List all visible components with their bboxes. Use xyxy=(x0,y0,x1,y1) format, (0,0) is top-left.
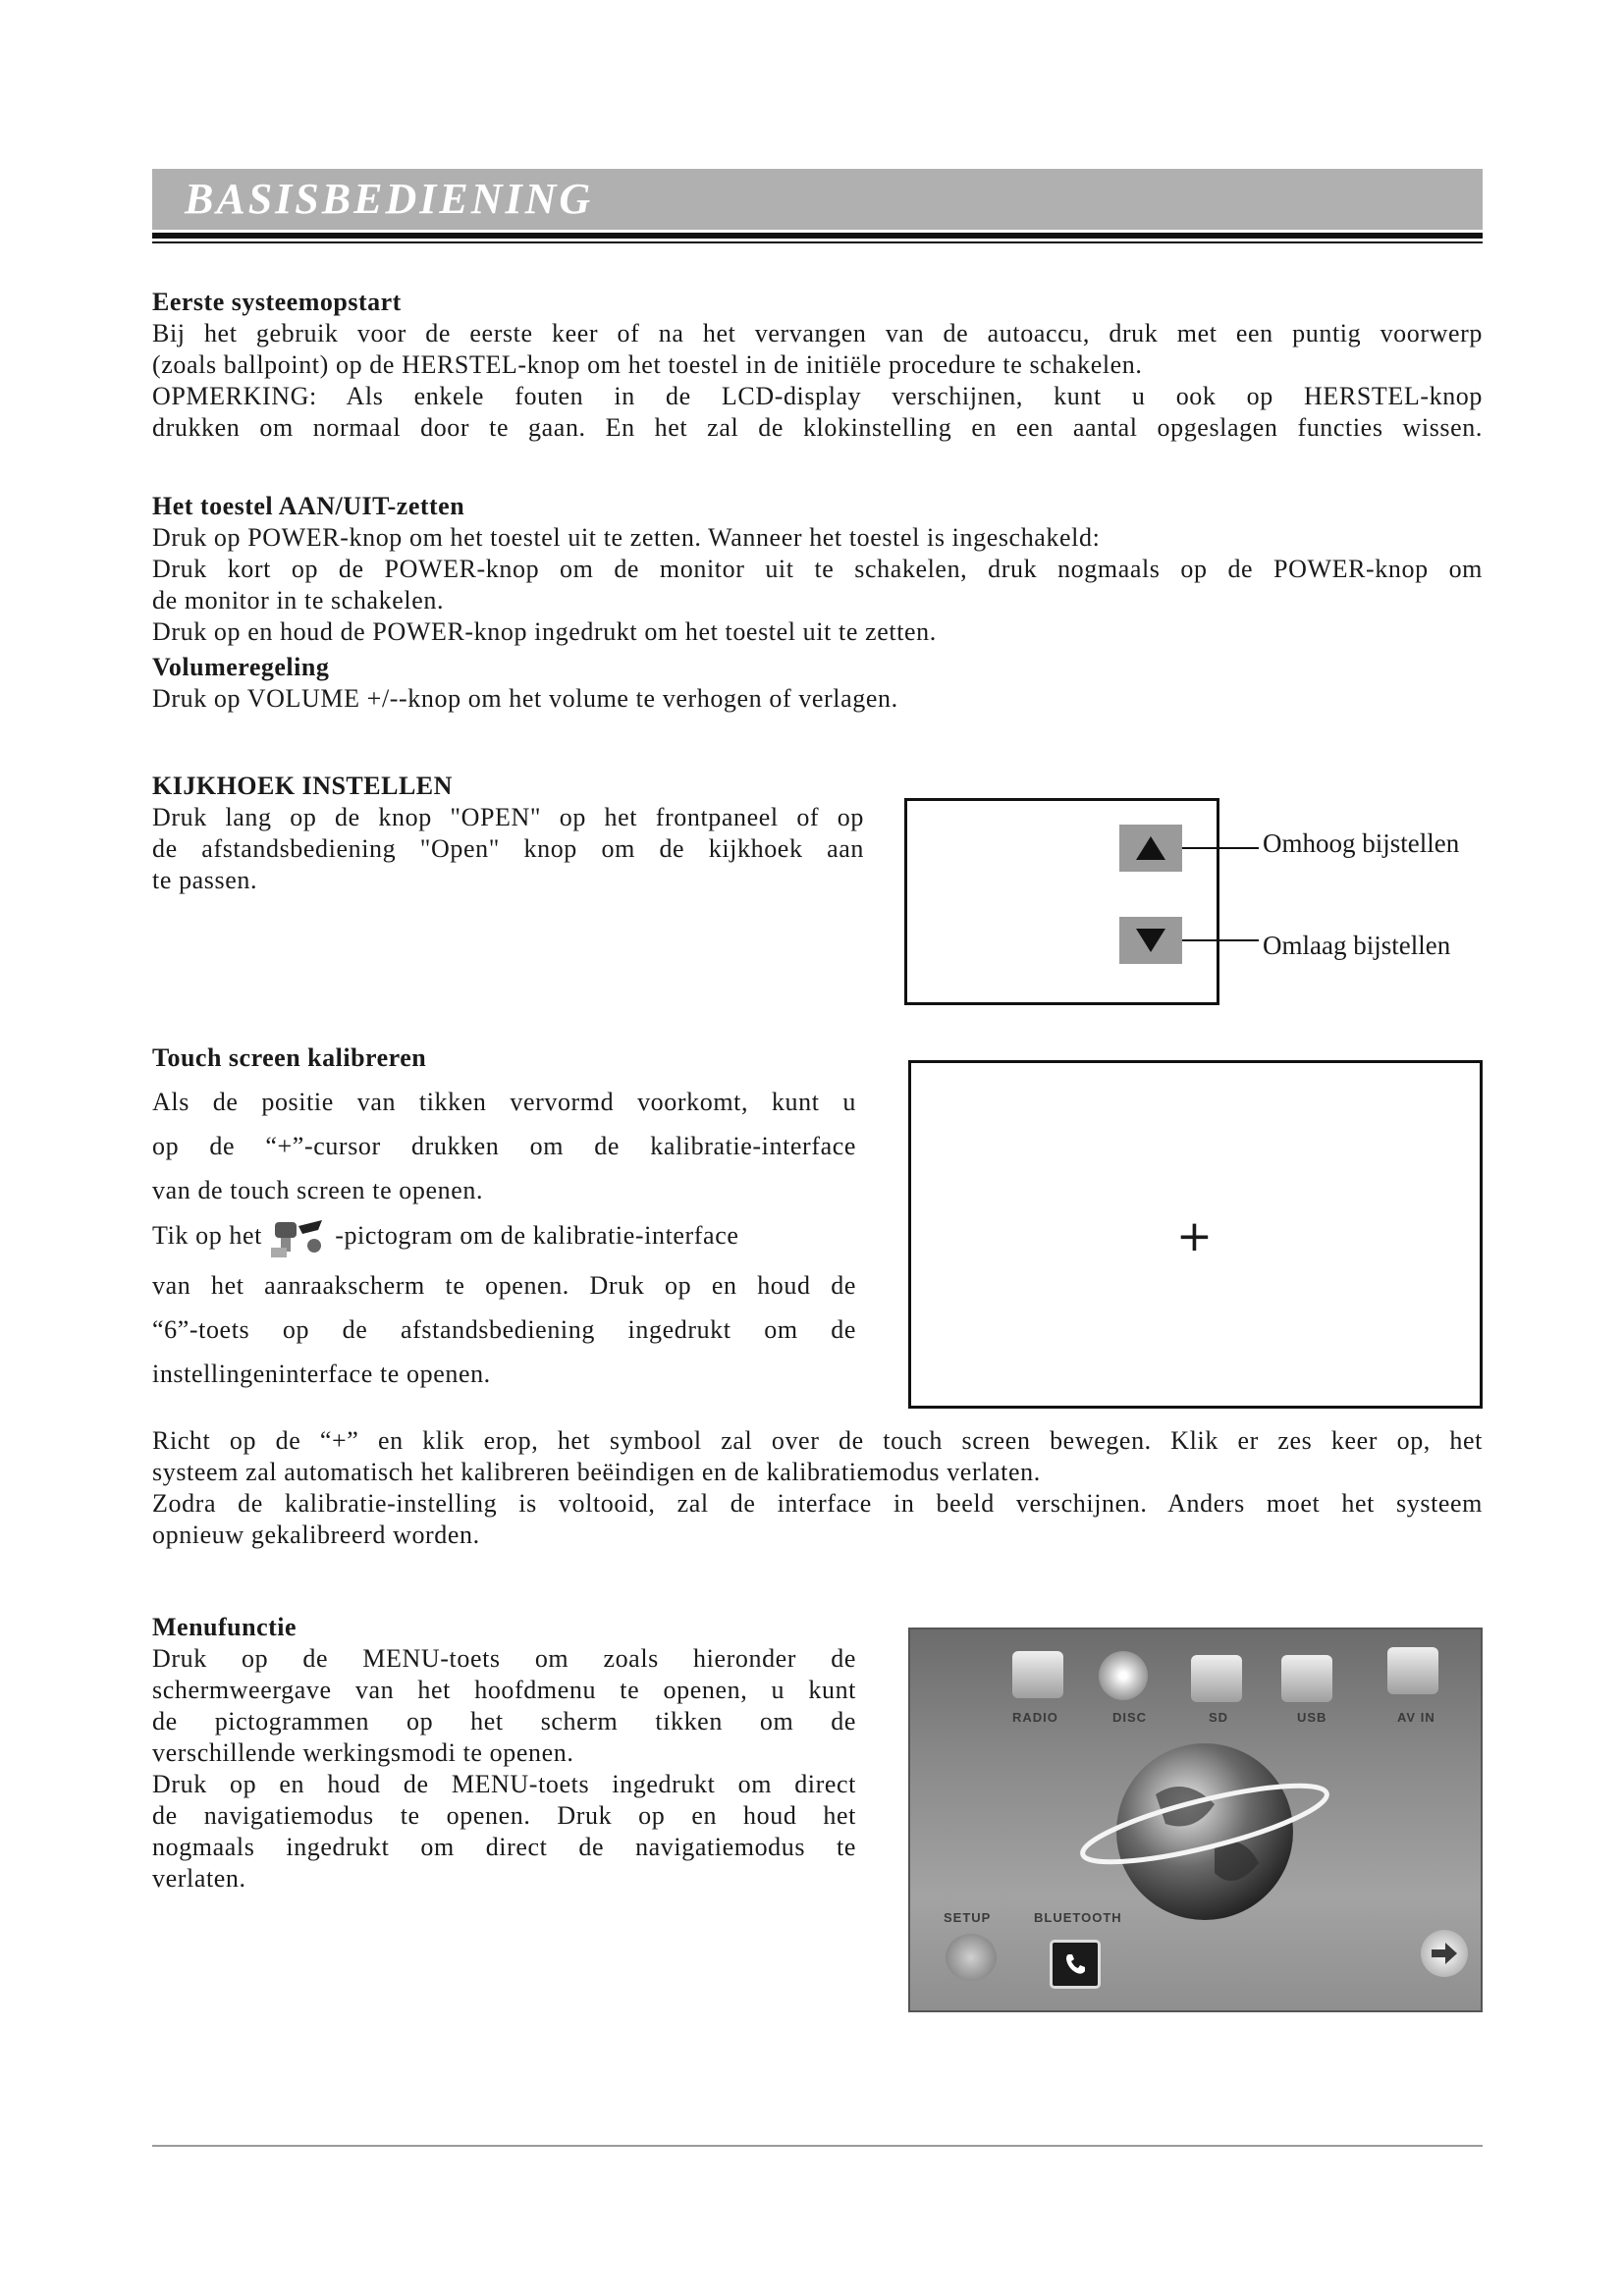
phone-icon xyxy=(1062,1951,1088,1977)
menu-label-radio: RADIO xyxy=(1012,1710,1058,1725)
heading-power: Het toestel AAN/UIT-zetten xyxy=(152,492,465,520)
menu-label-setup: SETUP xyxy=(944,1910,992,1925)
first-start-line: (zoals ballpoint) op de HERSTEL-knop om het toestel in de initiële procedure te schakelen. xyxy=(152,350,1143,379)
touch-line: op de “+”-cursor drukken om de kalibratie-interface xyxy=(152,1132,856,1160)
main-menu-screenshot xyxy=(908,1628,1483,2012)
touch-line: “6”-toets op de afstandsbediening ingedrukt om de xyxy=(152,1315,856,1344)
next-page-button[interactable] xyxy=(1421,1930,1468,1977)
tilt-text xyxy=(152,802,864,896)
menu-line: Druk op de MENU-toets om zoals hieronder de xyxy=(152,1644,856,1673)
touch-line: Als de positie van tikken vervormd voorkomt, kunt u xyxy=(152,1088,856,1116)
arrow-right-icon xyxy=(1430,1941,1459,1966)
touch-line: instellingeninterface te openen. xyxy=(152,1360,491,1388)
first-start-text xyxy=(152,318,1483,444)
menu-label-disc: DISC xyxy=(1112,1710,1148,1725)
tilt-up-button[interactable] xyxy=(1119,825,1182,872)
heading-menu: Menufunctie xyxy=(152,1613,298,1641)
sd-icon[interactable] xyxy=(1191,1655,1242,1702)
touch-after-line: Zodra de kalibratie-instelling is voltooid, zal de interface in beeld verschijnen. Anders moet het systeem xyxy=(152,1489,1483,1518)
power-line: Druk kort op de POWER-knop om de monitor uit te schakelen, druk nogmaals op de POWER-knop om xyxy=(152,555,1483,583)
tilt-down-button[interactable] xyxy=(1119,917,1182,964)
tilt-line: de afstandsbediening "Open" knop om de kijkhoek aan xyxy=(152,834,864,863)
setup-gear-icon[interactable] xyxy=(946,1934,997,1981)
power-line: Druk op en houd de POWER-knop ingedrukt om het toestel uit te zetten. xyxy=(152,617,937,646)
arrow-down-icon xyxy=(1134,927,1167,954)
calibration-icon xyxy=(269,1212,328,1263)
menu-label-av-in: AV IN xyxy=(1397,1710,1435,1725)
globe-icon xyxy=(1077,1726,1332,1932)
menu-label-bluetooth: BLUETOOTH xyxy=(1034,1910,1122,1925)
menu-line: de pictogrammen op het scherm tikken om de xyxy=(152,1707,856,1735)
menu-line: de navigatiemodus te openen. Druk op en houd het xyxy=(152,1801,856,1830)
power-line: de monitor in te schakelen. xyxy=(152,586,445,614)
touch-icon-line-prefix: Tik op het xyxy=(152,1220,262,1250)
menu-text xyxy=(152,1643,856,1895)
touch-after-line: Richt op de “+” en klik erop, het symbool zal over de touch screen bewegen. Klik er zes keer op, het xyxy=(152,1426,1483,1455)
page-title: BASISBEDIENING xyxy=(185,175,594,223)
power-line: Druk op POWER-knop om het toestel uit te zetten. Wanneer het toestel is ingeschakeld: xyxy=(152,523,1101,552)
tilt-down-label: Omlaag bijstellen xyxy=(1263,931,1451,960)
tilt-line: Druk lang op de knop "OPEN" op het frontpaneel of op xyxy=(152,803,864,831)
heading-touch: Touch screen kalibreren xyxy=(152,1043,427,1072)
menu-line: nogmaals ingedrukt om direct de navigatiemodus te xyxy=(152,1833,856,1861)
av-in-icon[interactable] xyxy=(1387,1647,1438,1694)
header-rule-thick xyxy=(152,233,1483,239)
header-rule-thin xyxy=(152,241,1483,243)
touch-text xyxy=(152,1080,856,1396)
menu-line: schermweergave van het hoofdmenu te openen, u kunt xyxy=(152,1676,856,1704)
first-start-line: drukken om normaal door te gaan. En het zal de klokinstelling en een aantal opgeslagen functies wissen. xyxy=(152,413,1483,442)
calibration-cursor[interactable]: + xyxy=(1176,1211,1213,1261)
first-start-line: OPMERKING: Als enkele fouten in de LCD-display verschijnen, kunt u ook op HERSTEL-knop xyxy=(152,382,1483,410)
touch-icon-line xyxy=(152,1212,856,1263)
menu-line: verlaten. xyxy=(152,1864,246,1893)
heading-tilt: KIJKHOEK INSTELLEN xyxy=(152,772,453,800)
arrow-up-icon xyxy=(1134,834,1167,862)
touch-after-line: systeem zal automatisch het kalibreren beëindigen en de kalibratiemodus verlaten. xyxy=(152,1458,1041,1486)
touch-after-text xyxy=(152,1425,1483,1551)
touch-after-line: opnieuw gekalibreerd worden. xyxy=(152,1521,480,1549)
touch-icon-line-suffix: -pictogram om de kalibratie-interface xyxy=(335,1220,739,1250)
tilt-line: te passen. xyxy=(152,866,258,894)
footer-rule xyxy=(152,2145,1483,2147)
disc-icon[interactable] xyxy=(1099,1651,1148,1700)
heading-first-start: Eerste systeemopstart xyxy=(152,288,402,316)
menu-line: verschillende werkingsmodi te openen. xyxy=(152,1738,574,1767)
bluetooth-phone-button[interactable] xyxy=(1050,1940,1101,1989)
touch-line: van het aanraakscherm te openen. Druk op en houd de xyxy=(152,1271,856,1300)
power-text xyxy=(152,522,1483,648)
heading-volume: Volumeregeling xyxy=(152,653,330,681)
tilt-up-label: Omhoog bijstellen xyxy=(1263,828,1460,858)
radio-icon[interactable] xyxy=(1012,1651,1063,1698)
menu-label-usb: USB xyxy=(1297,1710,1327,1725)
touch-line: van de touch screen te openen. xyxy=(152,1176,484,1204)
tilt-up-leader xyxy=(1182,847,1259,849)
tilt-down-leader xyxy=(1182,939,1259,941)
usb-icon[interactable] xyxy=(1281,1655,1332,1702)
menu-label-sd: SD xyxy=(1209,1710,1229,1725)
first-start-line: Bij het gebruik voor de eerste keer of na het vervangen van de autoaccu, druk met een puntig voorwerp xyxy=(152,319,1483,347)
volume-line: Druk op VOLUME +/--knop om het volume te verhogen of verlagen. xyxy=(152,684,898,713)
menu-line: Druk op en houd de MENU-toets ingedrukt om direct xyxy=(152,1770,856,1798)
